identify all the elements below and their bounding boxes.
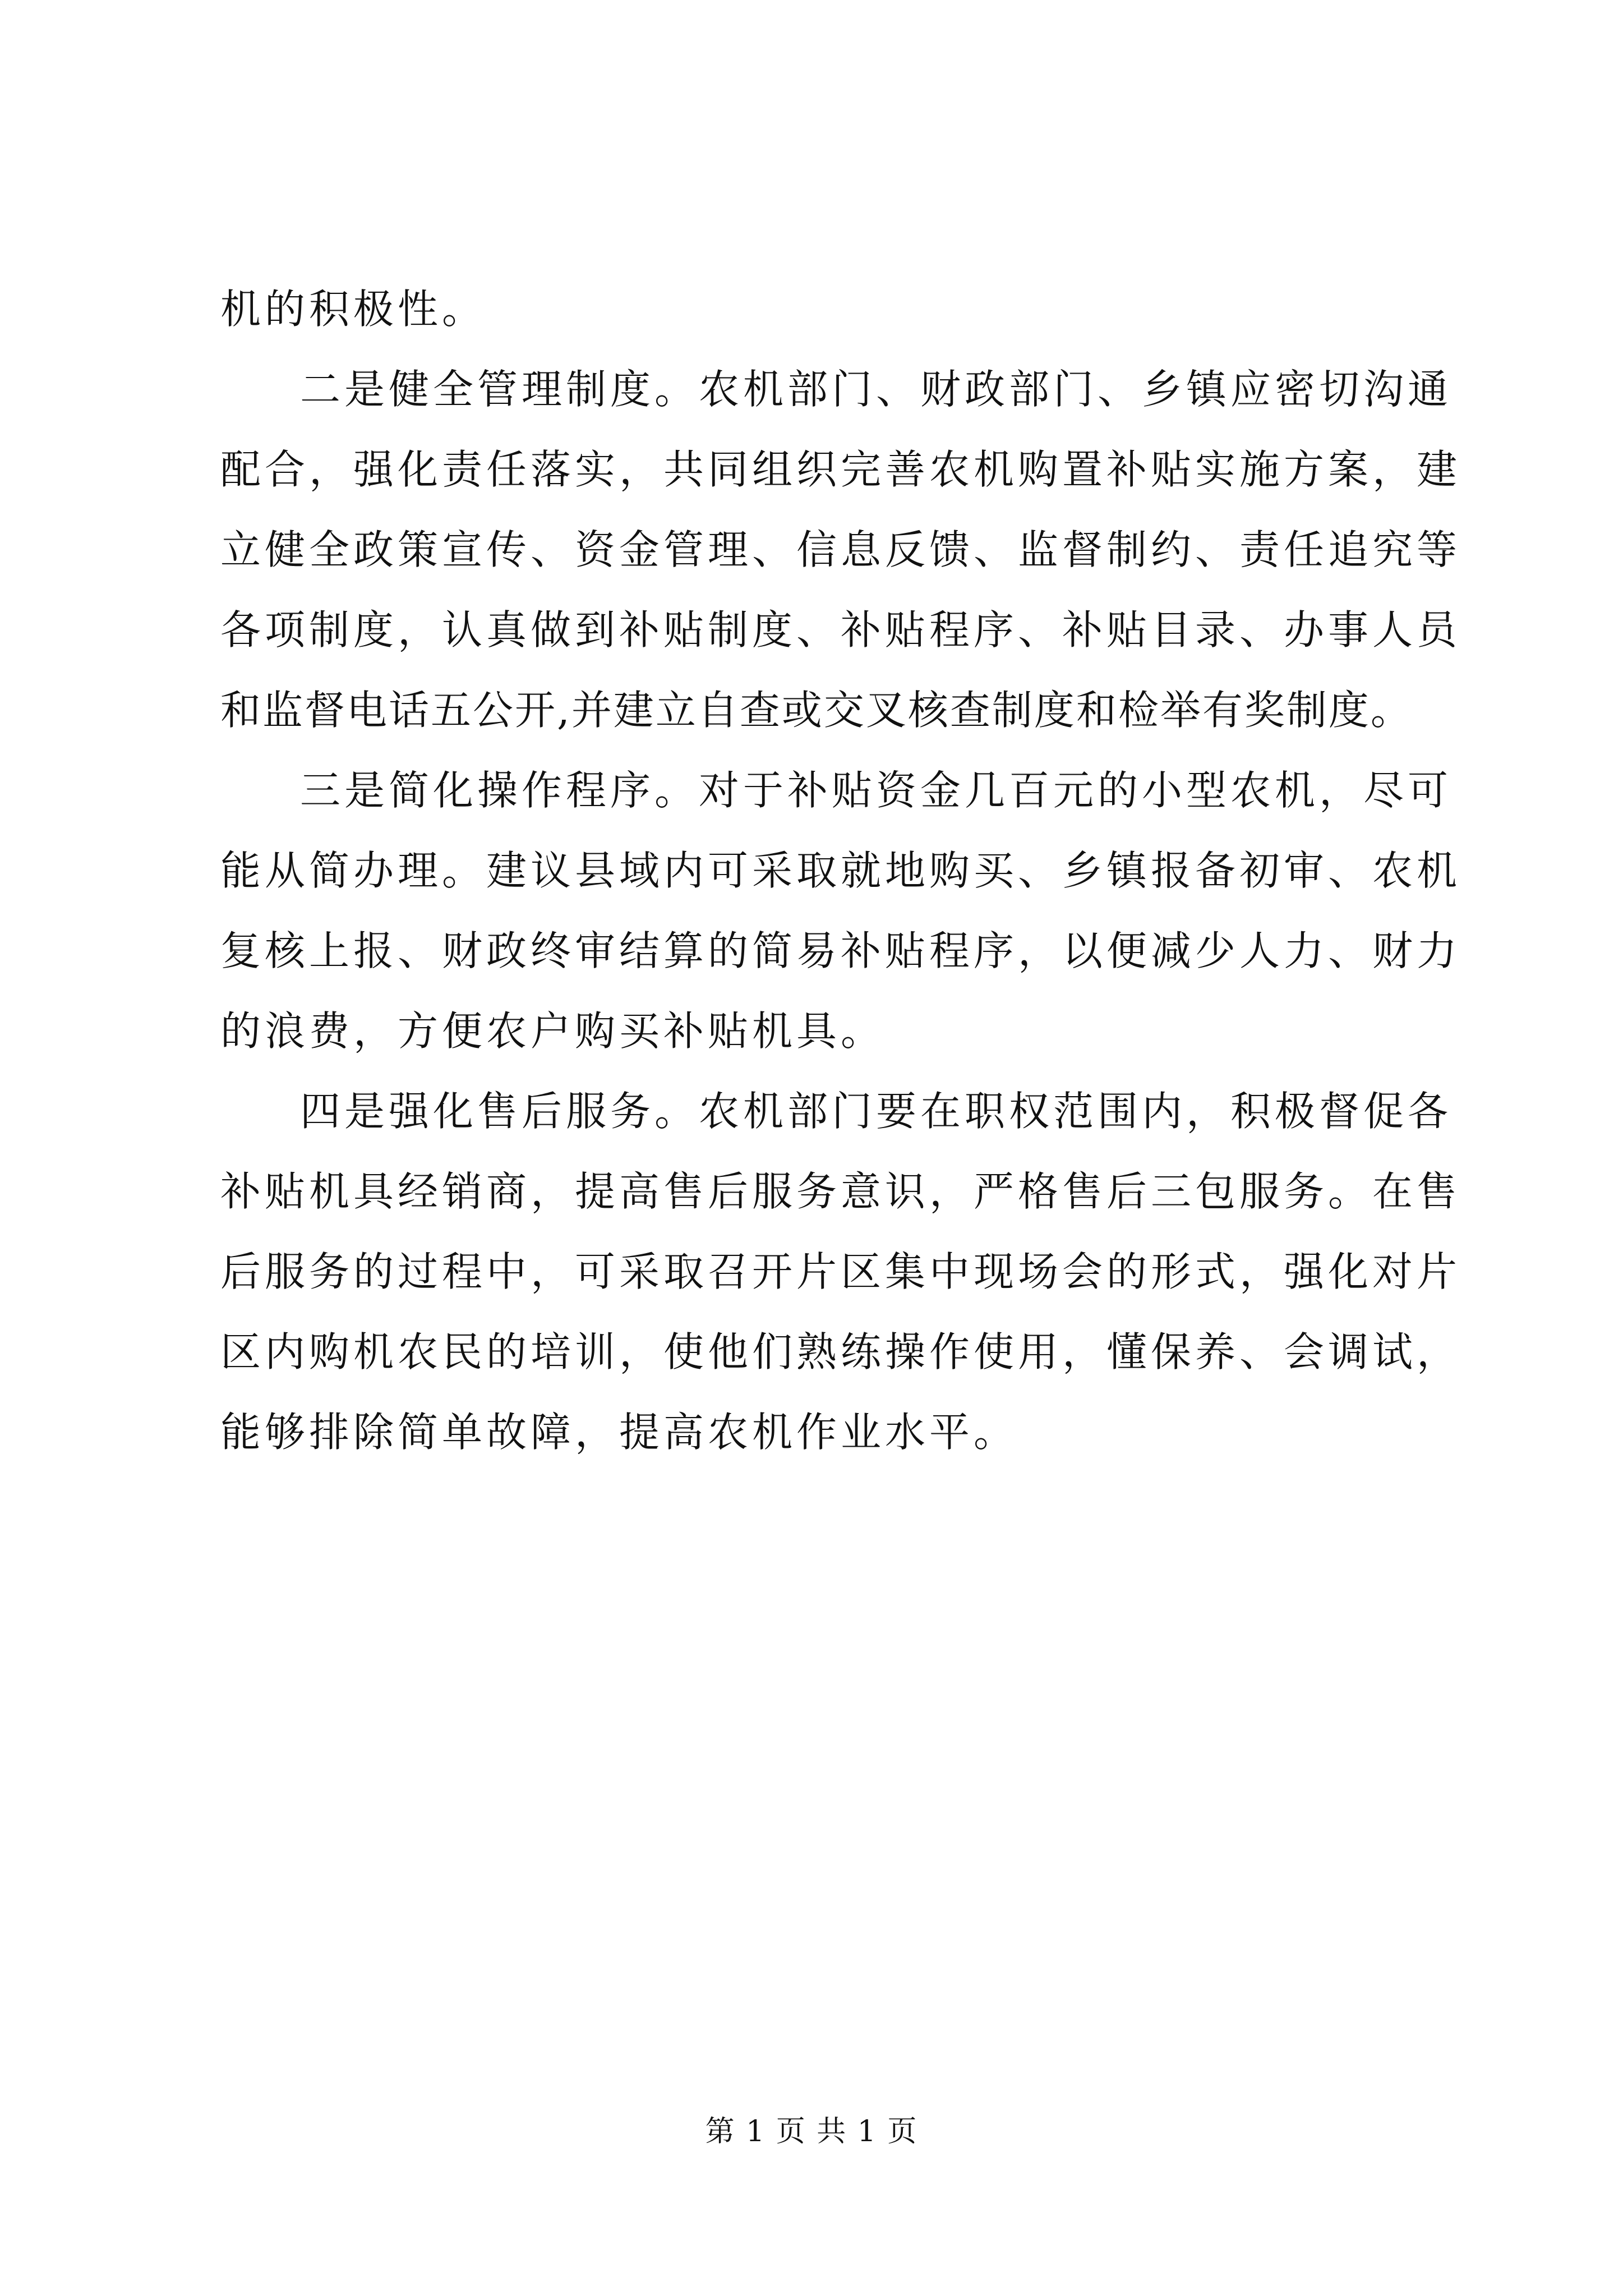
- text-line: 配合，强化责任落实，共同组织完善农机购置补贴实施方案，建: [220, 446, 1461, 493]
- text-line: 区内购机农民的培训，使他们熟练操作使用，懂保养、会调试，: [220, 1328, 1461, 1375]
- text-line: 后服务的过程中，可采取召开片区集中现场会的形式，强化对片: [220, 1248, 1461, 1295]
- text-line: 立健全政策宣传、资金管理、信息反馈、监督制约、责任追究等: [220, 526, 1461, 573]
- text-line: 的浪费，方便农户购买补贴机具。: [220, 1007, 886, 1055]
- text-line: 复核上报、财政终审结算的简易补贴程序，以便减少人力、财力: [220, 927, 1461, 974]
- document-body: [220, 269, 1461, 1473]
- text-line: 补贴机具经销商，提高售后服务意识，严格售后三包服务。在售: [220, 1168, 1461, 1215]
- paragraph-4-start: 四是强化售后服务。农机部门要在职权范围内，积极督促各: [300, 1088, 1453, 1135]
- text-line: 各项制度，认真做到补贴制度、补贴程序、补贴目录、办事人员: [220, 606, 1461, 654]
- text-line: 能够排除简单故障，提高农机作业水平。: [220, 1409, 1018, 1456]
- paragraph-2-start: 二是健全管理制度。农机部门、财政部门、乡镇应密切沟通: [300, 366, 1453, 413]
- page-number-footer: 第 1 页 共 1 页: [705, 2115, 918, 2148]
- text-line: 机的积极性。: [220, 286, 487, 333]
- text-line: 和监督电话五公开,并建立自查或交叉核查制度和检举有奖制度。: [220, 687, 1413, 734]
- text-line: 能从简办理。建议县域内可采取就地购买、乡镇报备初审、农机: [220, 847, 1461, 894]
- paragraph-3-start: 三是简化操作程序。对于补贴资金几百元的小型农机，尽可: [300, 767, 1453, 814]
